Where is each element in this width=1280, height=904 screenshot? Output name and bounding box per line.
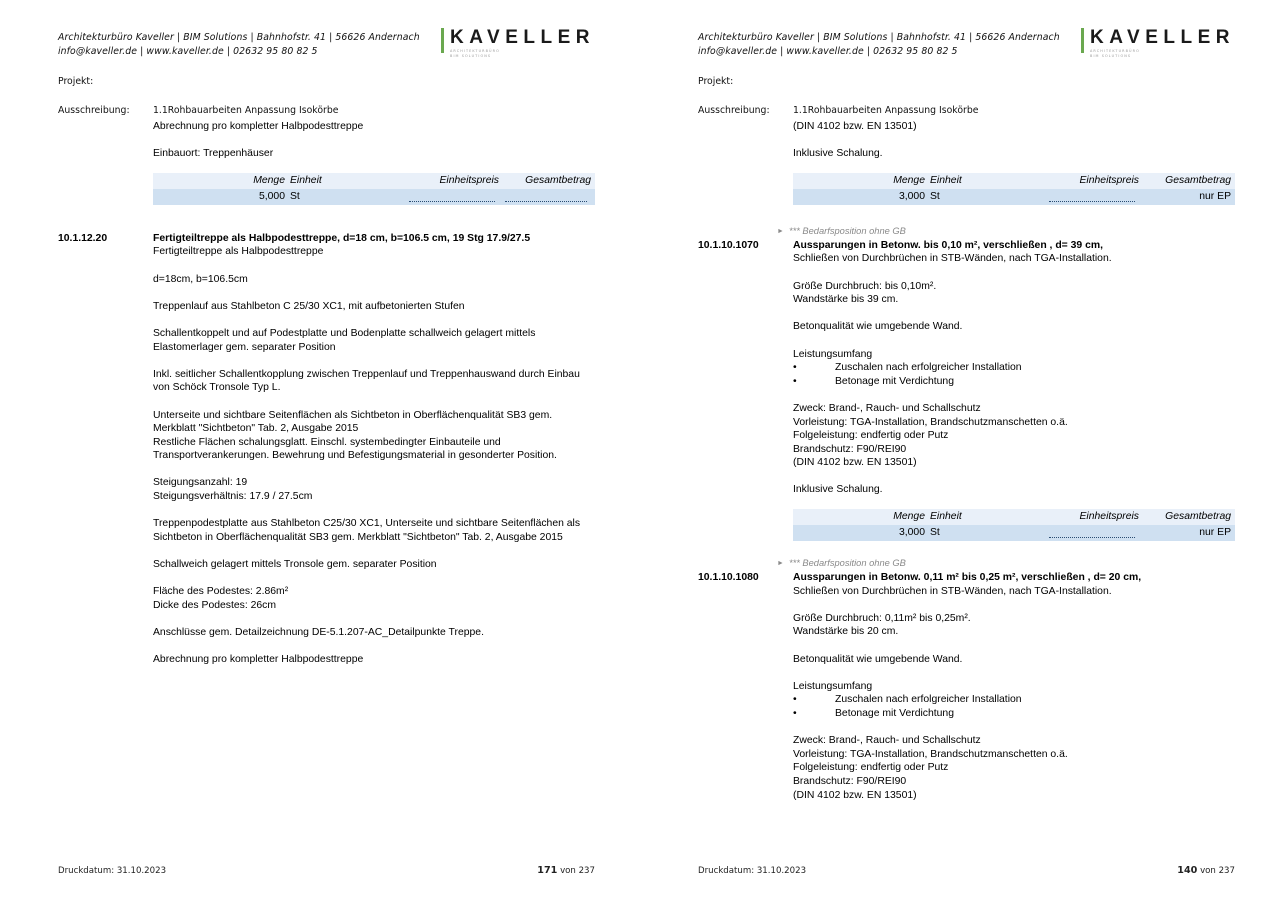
page-header-right [640, 0, 1280, 120]
item-vorleistung: Vorleistung: TGA-Installation, Brandschutzmanschetten o.ä. [793, 416, 1068, 428]
td-free [349, 189, 403, 205]
td-einheit: St [930, 527, 940, 539]
item-steigungsanzahl: Steigungsanzahl: 19 [153, 477, 248, 489]
ausschreibung-value: 1.1Rohbauarbeiten Anpassung Isokörbe [153, 105, 339, 116]
table-row [793, 189, 1235, 205]
company-address-line1: Architekturbüro Kaveller | BIM Solutions | Bahnhofstr. 41 | 56626 Andernach [698, 32, 1060, 43]
th-free [349, 173, 403, 189]
th-einheitspreis: Einheitspreis [1079, 174, 1139, 186]
item-block-1080 [698, 557, 1235, 802]
logo-green-bar-icon [1081, 28, 1084, 53]
continued-block-right [698, 120, 1235, 205]
list-item [793, 707, 1235, 721]
page-body-right [640, 120, 1280, 802]
td-menge: 3,000 [898, 190, 925, 202]
item-inklusive-schalung: Inklusive Schalung. [793, 484, 883, 496]
item-wandstaerke: Wandstärke bis 39 cm. [793, 294, 899, 306]
triangle-right-icon: ► [777, 227, 784, 235]
page-header-left [0, 0, 640, 120]
bullet-dot-icon: • [793, 375, 797, 387]
company-address-line2: info@kaveller.de | www.kaveller.de | 02632 95 80 82 5 [58, 46, 318, 57]
page-number-right [1177, 865, 1235, 876]
th-free [989, 173, 1043, 189]
ausschreibung-label: Ausschreibung: [58, 105, 130, 116]
th-menge: Menge [893, 511, 925, 523]
ausschreibung-value: 1.1Rohbauarbeiten Anpassung Isokörbe [793, 105, 979, 116]
item-brandschutz: Brandschutz: F90/REI90 [793, 443, 907, 455]
item-paragraph: d=18cm, b=106.5cm [153, 273, 248, 285]
price-table-continued-right [793, 173, 1235, 205]
druckdatum-left: Druckdatum: 31.10.2023 [58, 866, 167, 876]
item-din-norm: (DIN 4102 bzw. EN 13501) [793, 457, 917, 469]
item-leistungsumfang-label: Leistungsumfang [793, 348, 873, 360]
td-gesamtbetrag: nur EP [1199, 190, 1231, 202]
company-logo [441, 28, 595, 59]
page-number-left [537, 865, 595, 876]
list-item-label: Betonage mit Verdichtung [835, 375, 954, 387]
item-number: 10.1.10.1080 [698, 572, 759, 584]
list-item [793, 361, 1235, 375]
item-title: Fertigteiltreppe als Halbpodesttreppe, d=18 cm, b=106.5 cm, 19 Stg 17.9/27.5 [153, 232, 531, 244]
page-current-right: 140 [1177, 865, 1198, 876]
bullet-dot-icon: • [793, 362, 797, 374]
page-footer-left [58, 865, 595, 876]
item-title: Aussparungen in Betonw. 0,11 m² bis 0,25 m², verschließen , d= 20 cm, [793, 572, 1142, 584]
price-table-continued-left [153, 173, 595, 205]
item-zweck: Zweck: Brand-, Rauch- und Schallschutz [793, 402, 981, 414]
item-betonqualitaet: Betonqualität wie umgebende Wand. [793, 321, 963, 333]
table-header-row [153, 173, 595, 189]
projekt-label: Projekt: [58, 76, 94, 87]
logo-green-bar-icon [441, 28, 444, 53]
td-einheitspreis[interactable] [1043, 525, 1139, 541]
table-row [153, 189, 595, 205]
einheitspreis-dotted-field[interactable] [1049, 190, 1135, 202]
continued-line2: Inklusive Schalung. [793, 148, 883, 160]
triangle-right-icon: ► [777, 560, 784, 568]
item-din-norm: (DIN 4102 bzw. EN 13501) [793, 789, 917, 801]
td-free [989, 189, 1043, 205]
table-row [793, 525, 1235, 541]
list-item-label: Zuschalen nach erfolgreicher Installation [835, 362, 1022, 374]
list-item-label: Zuschalen nach erfolgreicher Installation [835, 694, 1022, 706]
continued-block-left [58, 120, 595, 205]
item-leistungsumfang-list [793, 693, 1235, 720]
item-betonqualitaet: Betonqualität wie umgebende Wand. [793, 653, 963, 665]
bedarfsposition-tag: *** Bedarfsposition ohne GB [789, 558, 906, 569]
item-paragraph: Treppenlauf aus Stahlbeton C 25/30 XC1, mit aufbetonierten Stufen [153, 300, 465, 312]
item-number: 10.1.12.20 [58, 232, 108, 244]
item-anschluss-paragraph: Anschlüsse gem. Detailzeichnung DE-5.1.207-AC_Detailpunkte Treppe. [153, 627, 484, 638]
item-leistungsumfang-list [793, 361, 1235, 388]
item-tronsole-paragraph: Schallweich gelagert mittels Tronsole gem. separater Position [153, 559, 437, 571]
company-address-line2: info@kaveller.de | www.kaveller.de | 02632 95 80 82 5 [698, 46, 958, 57]
gesamtbetrag-dotted-field[interactable] [505, 190, 587, 202]
item-vorleistung: Vorleistung: TGA-Installation, Brandschutzmanschetten o.ä. [793, 748, 1068, 760]
page-von-left: von [560, 866, 576, 876]
td-menge: 3,000 [898, 527, 925, 539]
td-pad [793, 525, 815, 541]
page-current-left: 171 [537, 865, 558, 876]
item-title-rest: Schließen von Durchbrüchen in STB-Wänden, nach TGA-Installation. [793, 585, 1112, 597]
bedarfsposition-tag-row [777, 225, 1235, 238]
td-einheit: St [930, 190, 940, 202]
item-block-1070 [698, 225, 1235, 541]
logo-subtitle-line2: BIM SOLUTIONS [450, 54, 492, 59]
logo-wordmark: KAVELLER [1090, 27, 1235, 48]
th-menge: Menge [253, 174, 285, 186]
continued-line1: (DIN 4102 bzw. EN 13501) [793, 121, 917, 132]
item-folgeleistung: Folgeleistung: endfertig oder Putz [793, 430, 949, 442]
item-wandstaerke: Wandstärke bis 20 cm. [793, 626, 899, 638]
td-einheitspreis[interactable] [1043, 189, 1139, 205]
bedarfsposition-tag-row [777, 557, 1235, 570]
item-leistungsumfang-label: Leistungsumfang [793, 680, 873, 692]
item-zweck: Zweck: Brand-, Rauch- und Schallschutz [793, 735, 981, 747]
td-einheit: St [290, 190, 300, 202]
table-header-row [793, 173, 1235, 189]
item-title: Aussparungen in Betonw. bis 0,10 m², verschließen , d= 39 cm, [793, 239, 1103, 251]
th-einheit: Einheit [930, 511, 962, 523]
item-subtitle: Fertigteiltreppe als Halbpodesttreppe [153, 246, 324, 258]
company-logo [1081, 28, 1235, 59]
th-free [989, 509, 1043, 525]
item-groesse-durchbruch: Größe Durchbruch: 0,11m² bis 0,25m². [793, 612, 971, 624]
druckdatum-right: Druckdatum: 31.10.2023 [698, 866, 807, 876]
item-paragraph: Schallentkoppelt und auf Podestplatte und Bodenplatte schallweich gelagert mittels Elastomerlager gem. separater Position [153, 327, 536, 353]
th-gesamtbetrag: Gesamtbetrag [1165, 174, 1231, 186]
page-total-left: 237 [578, 866, 595, 876]
ausschreibung-row [698, 104, 1235, 117]
projekt-value [153, 75, 595, 88]
continued-line2: Einbauort: Treppenhäuser [153, 148, 274, 160]
th-einheitspreis: Einheitspreis [439, 174, 499, 186]
item-number: 10.1.10.1070 [698, 239, 759, 251]
page-total-right: 237 [1218, 866, 1235, 876]
th-gesamtbetrag: Gesamtbetrag [525, 174, 591, 186]
th-pad [793, 173, 815, 189]
th-pad [793, 509, 815, 525]
page-von-right: von [1200, 866, 1216, 876]
th-menge: Menge [893, 174, 925, 186]
td-gesamtbetrag[interactable] [499, 189, 595, 205]
item-paragraph: Inkl. seitlicher Schallentkopplung zwischen Treppenlauf und Treppenhauswand durch Einbau von Schöck Tronsole Typ L. [153, 368, 580, 394]
price-table-1070 [793, 509, 1235, 541]
td-pad [793, 189, 815, 205]
page-right [640, 0, 1280, 904]
list-item [793, 693, 1235, 707]
table-header-row [793, 509, 1235, 525]
bullet-dot-icon: • [793, 708, 797, 719]
item-folgeleistung: Folgeleistung: endfertig oder Putz [793, 762, 949, 774]
projekt-row [698, 75, 1235, 88]
einheitspreis-dotted-field[interactable] [1049, 526, 1135, 538]
company-address-line1: Architekturbüro Kaveller | BIM Solutions | Bahnhofstr. 41 | 56626 Andernach [58, 32, 420, 43]
td-free [989, 525, 1043, 541]
projekt-label: Projekt: [698, 76, 734, 87]
ausschreibung-row [58, 104, 595, 117]
th-gesamtbetrag: Gesamtbetrag [1165, 511, 1231, 523]
logo-subtitle-line1: ARCHITEKTURBÜRO [1090, 49, 1140, 53]
projekt-row [58, 75, 595, 88]
continued-line1: Abrechnung pro kompletter Halbpodesttreppe [153, 121, 364, 132]
item-title-rest: Schließen von Durchbrüchen in STB-Wänden, nach TGA-Installation. [793, 253, 1112, 265]
item-groesse-durchbruch: Größe Durchbruch: bis 0,10m². [793, 280, 937, 292]
td-menge: 5,000 [258, 190, 285, 202]
th-einheit: Einheit [930, 174, 962, 186]
item-sichtbeton-paragraph: Restliche Flächen schalungsglatt. Einschl. systembedingter Einbauteile und Transportverankerungen. Bewehrung und Befestigungsmaterial in gesonderter Position. [153, 436, 557, 462]
list-item [793, 375, 1235, 389]
ausschreibung-label: Ausschreibung: [698, 105, 770, 116]
item-brandschutz: Brandschutz: F90/REI90 [793, 775, 907, 787]
list-item-label: Betonage mit Verdichtung [835, 708, 954, 719]
logo-subtitle-line2: BIM SOLUTIONS [1090, 54, 1132, 59]
projekt-value [793, 75, 1235, 88]
logo-wordmark: KAVELLER [450, 27, 595, 48]
item-dicke-podest: Dicke des Podestes: 26cm [153, 599, 277, 611]
th-einheitspreis: Einheitspreis [1079, 511, 1139, 523]
item-sichtbeton-paragraph: Unterseite und sichtbare Seitenflächen als Sichtbeton in Oberflächenqualität SB3 gem. Merkblatt "Sichtbeton" Tab. 2, Ausgabe 2015 [153, 409, 553, 435]
bedarfsposition-tag: *** Bedarfsposition ohne GB [789, 225, 906, 236]
th-pad [153, 173, 175, 189]
page-footer-right [698, 865, 1235, 876]
page-body-left [0, 120, 640, 667]
item-steigungsverhaeltnis: Steigungsverhältnis: 17.9 / 27.5cm [153, 491, 313, 503]
logo-subtitle-line1: ARCHITEKTURBÜRO [450, 49, 500, 53]
item-block-left [58, 232, 595, 667]
einheitspreis-dotted-field[interactable] [409, 190, 495, 202]
th-einheit: Einheit [290, 174, 322, 186]
item-podest-paragraph: Treppenpodestplatte aus Stahlbeton C25/30 XC1, Unterseite und sichtbare Seitenflächen als Sichtbeton in Oberflächenqualität SB3 gem. Merkblatt "Sichtbeton" Tab. 2, Ausgabe 2015 [153, 518, 581, 543]
td-pad [153, 189, 175, 205]
bullet-dot-icon: • [793, 694, 797, 706]
item-flaeche-podest: Fläche des Podestes: 2.86m² [153, 586, 289, 598]
item-abrechnung-paragraph: Abrechnung pro kompletter Halbpodesttreppe [153, 654, 364, 666]
td-gesamtbetrag: nur EP [1199, 527, 1231, 539]
td-einheitspreis[interactable] [403, 189, 499, 205]
